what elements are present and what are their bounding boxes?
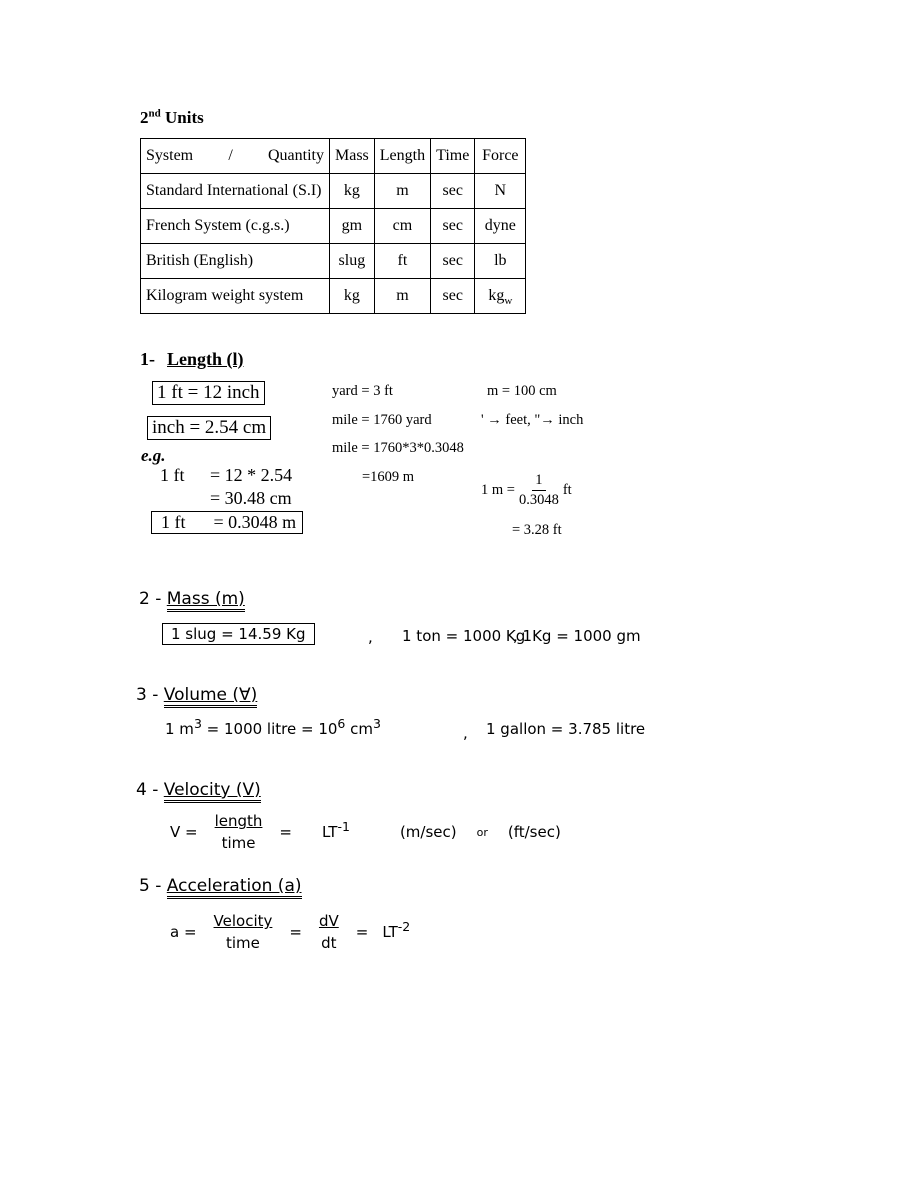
length-ft-m-box: 1 ft = 0.3048 m — [151, 511, 303, 534]
section-acceleration-heading: 5 - Acceleration (a) — [139, 876, 302, 896]
page-title: 2nd Units — [140, 107, 204, 127]
length-inch-cm-box: inch = 2.54 cm — [147, 416, 271, 440]
calc-line-2: = 30.48 cm — [210, 488, 292, 508]
row-system: British (English) — [141, 244, 330, 279]
mile-calc: mile = 1760*3*0.3048 — [332, 440, 464, 456]
cell-time: sec — [431, 244, 475, 279]
cell-force: $kg_w$ — [475, 279, 526, 314]
cell-time: sec — [431, 279, 475, 314]
cell-mass: kg — [330, 174, 375, 209]
cell-mass: gm — [330, 209, 375, 244]
row-system: Standard International (S.I) — [141, 174, 330, 209]
header-system-quantity: System / Quantity — [141, 139, 330, 174]
table-header-row — [141, 139, 526, 174]
table-row — [141, 279, 526, 314]
cell-mass: kg — [330, 279, 375, 314]
example-label: e.g. — [141, 446, 166, 465]
mass-comma: , — [368, 628, 373, 646]
cell-length: m — [374, 279, 430, 314]
cell-length: m — [374, 174, 430, 209]
header-force: Force — [475, 139, 526, 174]
volume-equation: 1 $m^3 = 1000$ litre = $10^6$ $cm^3$ — [165, 716, 381, 738]
volume-comma: , — [463, 724, 468, 742]
cell-force: lb — [475, 244, 526, 279]
meter-ft-result: = 3.28 ft — [512, 522, 562, 538]
section-length-heading: 1- Length (l) — [140, 349, 244, 369]
table-row — [141, 209, 526, 244]
mass-slug-box: 1 slug = 14.59 Kg — [162, 624, 315, 643]
length-ft-inch-box: 1 ft = 12 inch — [152, 381, 265, 405]
cell-time: sec — [431, 174, 475, 209]
mass-ton: 1 ton = 1000 Kg — [402, 627, 526, 645]
meter-cm-conversion: m = 100 cm — [487, 383, 557, 399]
header-mass: Mass — [330, 139, 375, 174]
table-row — [141, 174, 526, 209]
cell-time: sec — [431, 209, 475, 244]
calc-line-1: = 12 * 2.54 — [210, 465, 293, 485]
cell-length: cm — [374, 209, 430, 244]
yard-conversion: yard = 3 ft — [332, 383, 393, 399]
table-row — [141, 244, 526, 279]
velocity-equation: V = $\frac{\text{length}}{\text{time}}$ = $LT^{-1}$ (m/sec) or (ft/sec) — [170, 812, 561, 852]
section-velocity-heading: 4 - Velocity (V) — [136, 780, 261, 800]
feet-inch-symbols: ' → feet, "→ inch — [481, 412, 584, 428]
row-system: French System (c.g.s.) — [141, 209, 330, 244]
mile-result: =1609 m — [362, 469, 415, 485]
section-volume-heading: 3 - Volume (∀) — [136, 685, 257, 705]
row-system: Kilogram weight system — [141, 279, 330, 314]
cell-force: N — [475, 174, 526, 209]
header-time: Time — [431, 139, 475, 174]
mass-kg: , 1Kg = 1000 gm — [513, 627, 641, 645]
cell-length: ft — [374, 244, 430, 279]
units-table — [140, 138, 526, 314]
cell-mass: slug — [330, 244, 375, 279]
cell-force: dyne — [475, 209, 526, 244]
mile-conversion: mile = 1760 yard — [332, 412, 432, 428]
volume-gallon: 1 gallon = 3.785 litre — [486, 720, 646, 738]
calc-lhs: 1 ft — [160, 465, 185, 485]
meter-ft-fraction: 1 m = $\frac{1}{0.3048}$ ft — [481, 472, 572, 508]
section-mass-heading: 2 - Mass (m) — [139, 589, 245, 609]
acceleration-equation: a = $\frac{\text{Velocity}}{\text{time}}$ = $\frac{dV}{dt}$ = $LT^{-2}$ — [170, 912, 411, 952]
header-length: Length — [374, 139, 430, 174]
